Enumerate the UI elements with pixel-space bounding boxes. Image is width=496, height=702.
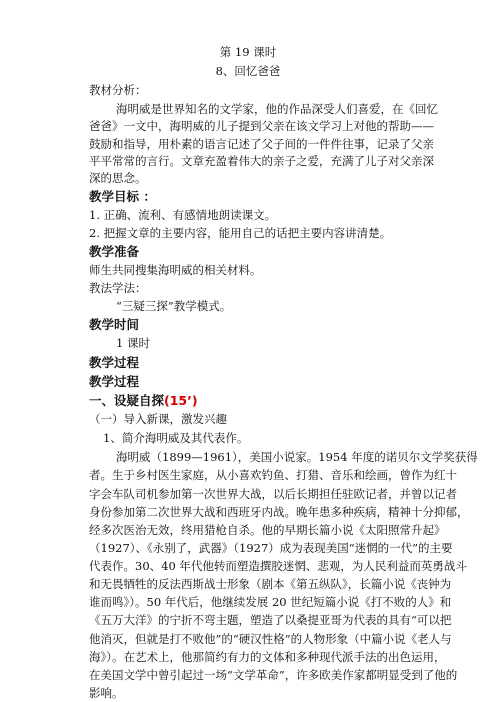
analysis-line: 爸爸》一文中，海明威的儿子提到父亲在该文学习上对他的帮助—— xyxy=(89,119,434,134)
analysis-line: 深的思念。 xyxy=(89,171,147,186)
section-title-text: 一、设疑自探 xyxy=(89,393,165,409)
section-time: (15’) xyxy=(164,393,198,409)
bio-line: 在美国文学中曾引起过一场“文学革命”，许多欧美作家都明显受到了他的 xyxy=(89,667,458,682)
prep-heading: 教学准备 xyxy=(89,244,140,260)
method-text: “三疑三探”教学模式。 xyxy=(116,298,232,313)
analysis-line: 平平常常的言行。文章充盈着伟大的亲子之爱，充满了儿子对父亲深 xyxy=(89,153,434,168)
goals-heading: 教学目标 ： xyxy=(89,189,156,205)
section-title xyxy=(89,393,198,408)
goal-item: 2. 把握文章的主要内容，能用自己的话把主要内容讲清楚。 xyxy=(89,226,392,241)
process-heading: 教学过程 xyxy=(89,355,140,371)
bio-line: 身份参加第二次世界大战和西班牙内战。晚年患多种疾病，精神十分抑郁， xyxy=(89,504,469,519)
bio-line: 和无畏牺牲的反法西斯战士形象（剧本《第五纵队》，长篇小说《丧钟为 xyxy=(89,577,452,592)
bio-line: 谁而鸣》）。50 年代后，他继续发展 20 世纪短篇小说《打不败的人》和 xyxy=(89,595,452,610)
subsection-item: 1、简介海明威及其代表作。 xyxy=(103,431,249,446)
bio-line: 经多次医治无效，终用猎枪自杀。他的早期长篇小说《太阳照常升起》 xyxy=(89,522,446,537)
lesson-number: 第 19 课时 xyxy=(219,45,277,59)
analysis-heading: 教材分析： xyxy=(89,83,147,98)
method-heading: 教法学法： xyxy=(89,280,147,295)
bio-line: 影响。 xyxy=(89,686,124,700)
bio-line: 者。生于乡村医生家庭，从小喜欢钓鱼、打猎、音乐和绘画，曾作为红十 xyxy=(89,468,457,483)
time-heading: 教学时间 xyxy=(89,316,140,332)
analysis-line: 鼓励和指导，用朴素的语言记述了父子间的一件件往事，记录了父亲 xyxy=(89,136,434,151)
process-heading: 教学过程 xyxy=(89,374,140,390)
bio-line: 《五万大洋》的宁折不弯主题，塑造了以桑提亚哥为代表的具有“可以把 xyxy=(89,613,452,628)
time-text: 1 课时 xyxy=(116,336,150,351)
bio-line: 他消灭，但就是打不败他”的“硬汉性格”的人物形象（中篇小说《老人与 xyxy=(89,631,452,646)
lesson-title: 8、回忆爸爸 xyxy=(215,64,281,79)
bio-line: 海明威（1899—1961），美国小说家。1954 年度的诺贝尔文学奖获得 xyxy=(116,450,478,465)
subsection-title: （一）导入新课，激发兴趣 xyxy=(89,412,227,427)
goal-item: 1. 正确、流利、有感情地朗读课文。 xyxy=(89,208,277,223)
bio-line: 海》）。在艺术上，他那简约有力的文体和多种现代派手法的出色运用， xyxy=(89,649,446,664)
bio-line: （1927）、《永别了，武器》（1927）成为表现美国“迷惘的一代”的主要 xyxy=(89,540,453,555)
bio-line: 字会车队司机参加第一次世界大战，以后长期担任驻欧记者，并曾以记者 xyxy=(89,486,457,501)
bio-line: 代表作。30、40 年代他转而塑造撰胶迷惘、悲观，为人民利益而英勇战斗 xyxy=(89,559,467,574)
analysis-line: 海明威是世界知名的文学家，他的作品深受人们喜爱，在《回忆 xyxy=(116,102,438,117)
prep-text: 师生共同搜集海明威的相关材料。 xyxy=(89,262,262,277)
